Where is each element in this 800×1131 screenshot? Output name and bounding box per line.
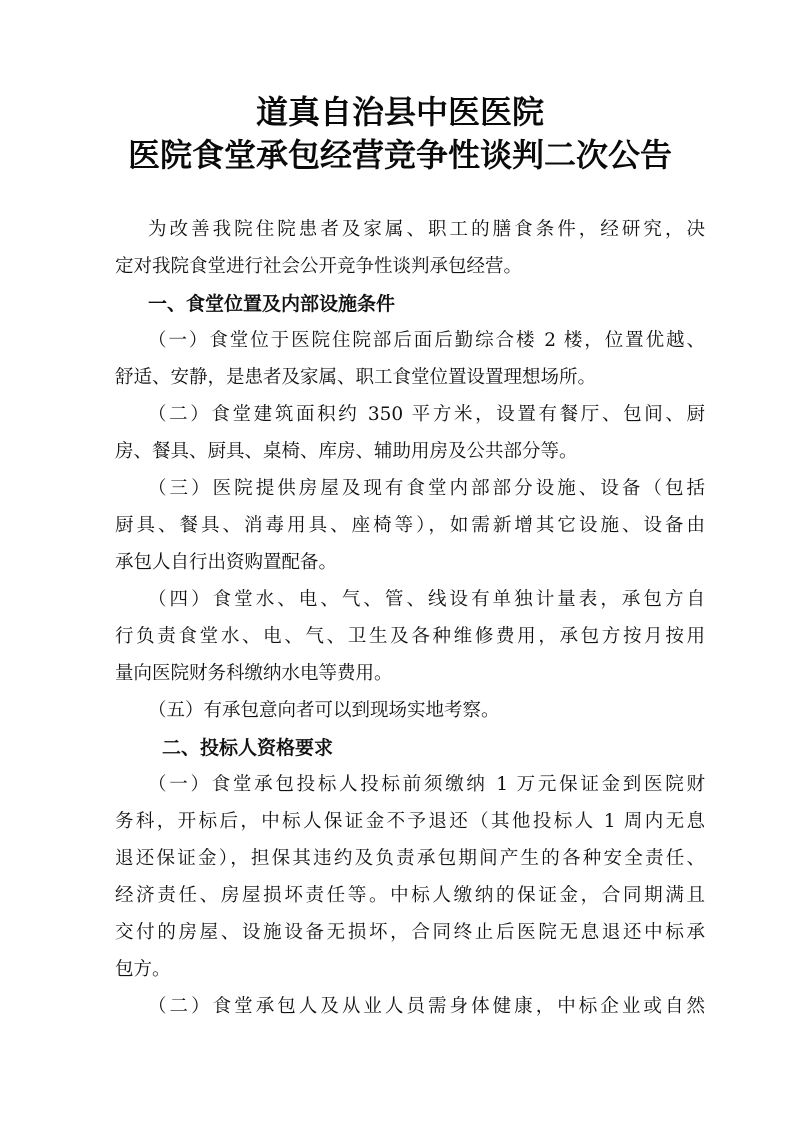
paragraph-line: （三）医院提供房屋及现有食堂内部部分设施、设备（包括 bbox=[148, 478, 705, 499]
section-heading-bidder-requirements: 二、投标人资格要求 bbox=[162, 737, 334, 759]
paragraph-line: 房、餐具、厨具、桌椅、库房、辅助用房及公共部分等。 bbox=[115, 441, 578, 462]
paragraph-line: （四）食堂水、电、气、管、线设有单独计量表，承包方自 bbox=[148, 589, 705, 610]
paragraph-line: 务科，开标后，中标人保证金不予退还（其他投标人 1 周内无息 bbox=[115, 811, 705, 832]
paragraph-line: （二）食堂承包人及从业人员需身体健康，中标企业或自然 bbox=[148, 996, 705, 1017]
paragraph-line: 厨具、餐具、消毒用具、座椅等），如需新增其它设施、设备由 bbox=[115, 515, 705, 536]
paragraph-line: 包方。 bbox=[115, 959, 171, 980]
paragraph-line: 行负责食堂水、电、气、卫生及各种维修费用，承包方按月按用 bbox=[115, 626, 705, 647]
paragraph-line: 舒适、安静，是患者及家属、职工食堂位置设置理想场所。 bbox=[115, 367, 597, 388]
document-title-hospital: 道真自治县中医医院 bbox=[255, 93, 544, 131]
paragraph-line: 为改善我院住院患者及家属、职工的膳食条件，经研究，决 bbox=[148, 219, 705, 240]
paragraph-line: 量向医院财务科缴纳水电等费用。 bbox=[115, 663, 393, 684]
section-heading-canteen-location: 一、食堂位置及内部设施条件 bbox=[148, 293, 396, 315]
paragraph-line: （一）食堂位于医院住院部后面后勤综合楼 2 楼，位置优越、 bbox=[148, 330, 705, 351]
paragraph-line: （二）食堂建筑面积约 350 平方米，设置有餐厅、包间、厨 bbox=[148, 404, 705, 425]
document-title-announcement: 医院食堂承包经营竞争性谈判二次公告 bbox=[127, 136, 672, 174]
paragraph-line: 退还保证金），担保其违约及负责承包期间产生的各种安全责任、 bbox=[115, 848, 705, 869]
paragraph-line: 定对我院食堂进行社会公开竞争性谈判承包经营。 bbox=[115, 256, 523, 277]
paragraph-line: 承包人自行出资购置配备。 bbox=[115, 552, 338, 573]
paragraph-line: 经济责任、房屋损坏责任等。中标人缴纳的保证金，合同期满且 bbox=[115, 885, 705, 906]
paragraph-line: 交付的房屋、设施设备无损坏，合同终止后医院无息退还中标承 bbox=[115, 922, 705, 943]
paragraph-line: （五）有承包意向者可以到现场实地考察。 bbox=[148, 700, 500, 721]
paragraph-line: （一）食堂承包投标人投标前须缴纳 1 万元保证金到医院财 bbox=[148, 774, 705, 795]
